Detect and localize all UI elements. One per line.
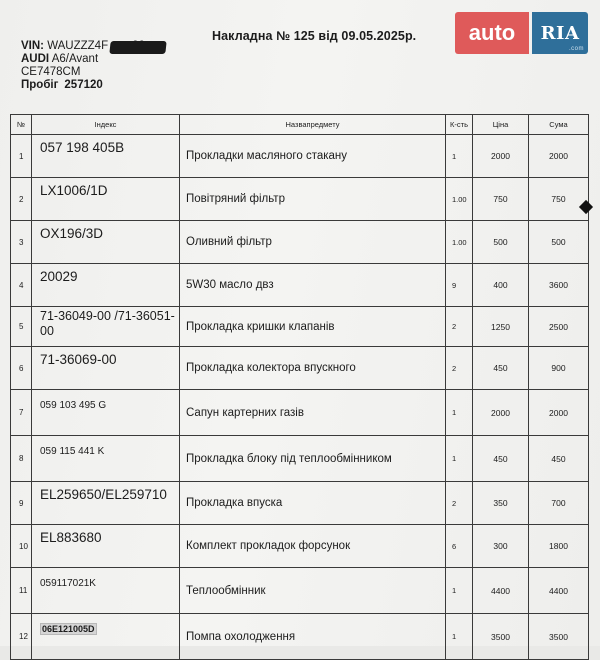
cell-qty: 2 xyxy=(446,482,473,525)
vin-value-start: WAUZZZ4F xyxy=(47,40,109,52)
vin-line xyxy=(21,40,145,53)
logo-domain: .com xyxy=(568,46,584,52)
cell-no: 6 xyxy=(11,347,32,390)
cell-sum: 700 xyxy=(529,482,589,525)
cell-qty: 2 xyxy=(446,347,473,390)
vin-label: VIN: xyxy=(21,40,44,52)
table-row xyxy=(11,436,589,482)
cell-price: 500 xyxy=(473,221,529,264)
cell-no: 11 xyxy=(11,568,32,614)
cell-no: 4 xyxy=(11,264,32,307)
cell-index: 71-36069-00 xyxy=(32,347,180,390)
table-row xyxy=(11,390,589,436)
cell-sum: 3500 xyxy=(529,614,589,660)
header-sum: Сума xyxy=(529,115,589,135)
cell-no: 9 xyxy=(11,482,32,525)
cell-sum: 3600 xyxy=(529,264,589,307)
cell-index: 057 198 405B xyxy=(32,135,180,178)
cell-price: 2000 xyxy=(473,135,529,178)
logo-ria-text xyxy=(532,12,588,54)
header-no: № xyxy=(11,115,32,135)
cell-qty: 1 xyxy=(446,135,473,178)
table-row xyxy=(11,347,589,390)
cell-index: EL259650/EL259710 xyxy=(32,482,180,525)
cell-name: Повітряний фільтр xyxy=(180,178,446,221)
cell-sum: 2000 xyxy=(529,390,589,436)
table-row xyxy=(11,221,589,264)
cell-qty: 1 xyxy=(446,390,473,436)
cell-sum: 4400 xyxy=(529,568,589,614)
cell-qty: 1.00 xyxy=(446,178,473,221)
cell-name: 5W30 масло двз xyxy=(180,264,446,307)
table-row xyxy=(11,525,589,568)
cell-sum: 1800 xyxy=(529,525,589,568)
cell-name: Теплообмінник xyxy=(180,568,446,614)
cell-index: LX1006/1D xyxy=(32,178,180,221)
cell-price: 3500 xyxy=(473,614,529,660)
cell-index: EL883680 xyxy=(32,525,180,568)
invoice-title: Накладна № 125 від 09.05.2025р. xyxy=(212,29,417,43)
parts-table xyxy=(10,114,589,660)
table-row xyxy=(11,264,589,307)
cell-price: 450 xyxy=(473,347,529,390)
cell-sum: 450 xyxy=(529,436,589,482)
cell-price: 2000 xyxy=(473,390,529,436)
cell-price: 750 xyxy=(473,178,529,221)
cell-name: Прокладка блоку під теплообмінником xyxy=(180,436,446,482)
header-name: Назвапредмету xyxy=(180,115,446,135)
cell-name: Прокладка колектора впускного xyxy=(180,347,446,390)
cell-index: 059 115 441 K xyxy=(32,436,180,482)
table-row xyxy=(11,568,589,614)
table-row xyxy=(11,482,589,525)
cell-no: 3 xyxy=(11,221,32,264)
cell-name: Прокладки масляного стакану xyxy=(180,135,446,178)
table-header-row xyxy=(11,115,589,135)
cell-price: 1250 xyxy=(473,307,529,347)
vehicle-info xyxy=(21,40,145,92)
cell-name: Оливний фільтр xyxy=(180,221,446,264)
cell-index: 059 103 495 G xyxy=(32,390,180,436)
model-line xyxy=(21,53,145,66)
mileage-line xyxy=(21,79,145,92)
cell-price: 4400 xyxy=(473,568,529,614)
cell-name: Прокладка впуска xyxy=(180,482,446,525)
header-qty: К-сть xyxy=(446,115,473,135)
cell-index-wrap xyxy=(32,614,180,660)
cell-sum: 750 xyxy=(529,178,589,221)
cell-sum: 500 xyxy=(529,221,589,264)
car-make: AUDI xyxy=(21,53,50,65)
cell-no: 8 xyxy=(11,436,32,482)
table-row xyxy=(11,135,589,178)
table-row xyxy=(11,307,589,347)
cell-price: 450 xyxy=(473,436,529,482)
table-row xyxy=(11,178,589,221)
cell-qty: 1 xyxy=(446,436,473,482)
cell-sum: 2500 xyxy=(529,307,589,347)
cell-name: Прокладка кришки клапанів xyxy=(180,307,446,347)
cell-name: Сапун картерних газів xyxy=(180,390,446,436)
cell-price: 350 xyxy=(473,482,529,525)
cell-no: 7 xyxy=(11,390,32,436)
cell-qty: 9 xyxy=(446,264,473,307)
cell-name: Помпа охолодження xyxy=(180,614,446,660)
cell-index: 20029 xyxy=(32,264,180,307)
logo-auto-text: auto xyxy=(455,12,529,54)
cell-qty: 2 xyxy=(446,307,473,347)
cell-no: 2 xyxy=(11,178,32,221)
cell-sum: 2000 xyxy=(529,135,589,178)
cell-index: OX196/3D xyxy=(32,221,180,264)
cell-qty: 1 xyxy=(446,568,473,614)
cell-no: 1 xyxy=(11,135,32,178)
vin-redaction xyxy=(110,41,167,54)
autoria-logo xyxy=(455,12,588,54)
cell-price: 400 xyxy=(473,264,529,307)
header-price: Ціна xyxy=(473,115,529,135)
cell-no: 5 xyxy=(11,307,32,347)
cell-sum: 900 xyxy=(529,347,589,390)
cell-qty: 1.00 xyxy=(446,221,473,264)
cell-price: 300 xyxy=(473,525,529,568)
cell-name: Комплект прокладок форсунок xyxy=(180,525,446,568)
header-index: Індекс xyxy=(32,115,180,135)
table-row xyxy=(11,614,589,660)
car-model: A6/Avant xyxy=(51,53,99,65)
logo-ria-label: RIA xyxy=(540,22,580,44)
cell-index: 06E121005D xyxy=(42,624,95,634)
plate-number: CE7478CM xyxy=(21,66,81,78)
cell-no: 10 xyxy=(11,525,32,568)
cell-qty: 1 xyxy=(446,614,473,660)
cell-index: 059117021K xyxy=(32,568,180,614)
cell-index: 71-36049-00 /71-36051-00 xyxy=(32,307,180,347)
mileage-value: 257120 xyxy=(64,79,103,91)
cell-qty: 6 xyxy=(446,525,473,568)
mileage-label: Пробіг xyxy=(21,79,59,91)
cell-no: 12 xyxy=(11,614,32,660)
